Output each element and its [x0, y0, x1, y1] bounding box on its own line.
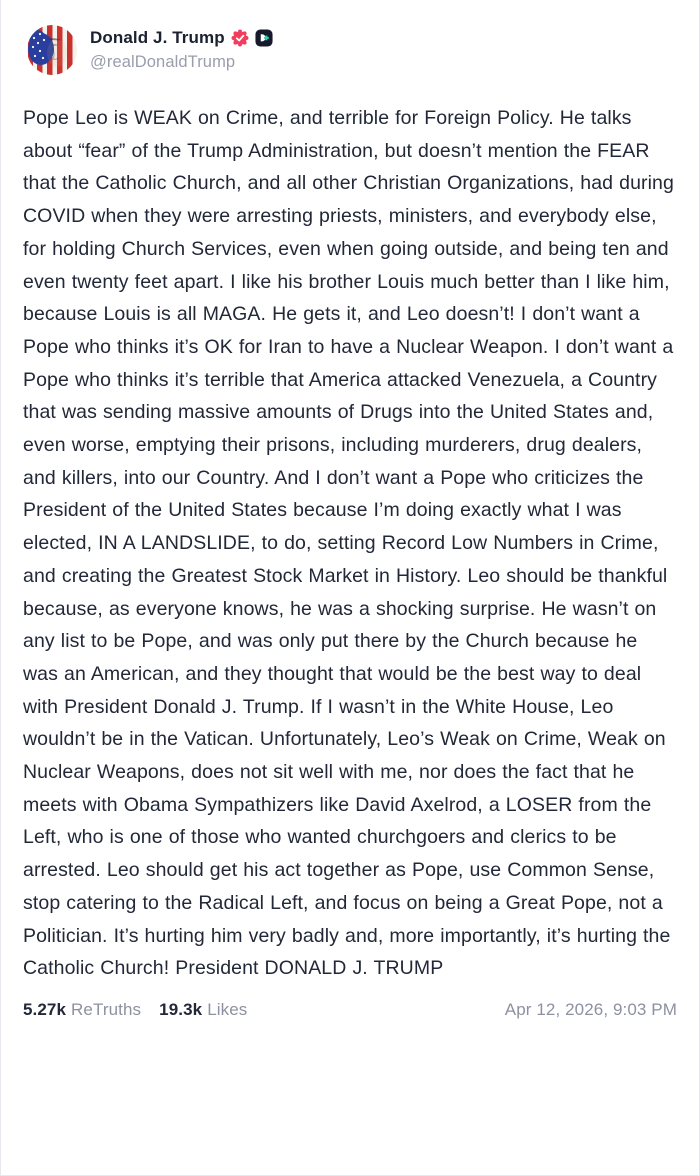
- retruths-stat[interactable]: [23, 1000, 141, 1020]
- retruths-label: ReTruths: [71, 999, 142, 1019]
- likes-count: 19.3k: [159, 999, 203, 1019]
- post-body-text: Pope Leo is WEAK on Crime, and terrible for Foreign Policy. He talks about “fear” of the Trump Administration, but doesn’t mention the FEAR that the Catholic Church, and all other Christian Organizations, had during COVID when they were arresting priests, ministers, and everybody else, for holding Church Services, even when going outside, and being ten and even twenty feet apart. I like his brother Louis much better than I like him, because Louis is all MAGA. He gets it, and Leo doesn’t! I don’t want a Pope who thinks it’s OK for Iran to have a Nuclear Weapon. I don’t want a Pope who thinks it’s terrible that America attacked Venezuela, a Country that was sending massive amounts of Drugs into the United States and, even worse, emptying their prisons, including murderers, drug dealers, and killers, into our Country. And I don’t want a Pope who criticizes the President of the United States because I’m doing exactly what I was elected, IN A LANDSLIDE, to do, setting Record Low Numbers in Crime, and creating the Greatest Stock Market in History. Leo should be thankful because, as everyone knows, he was a shocking surprise. He wasn’t on any list to be Pope, and was only put there by the Church because he was an American, and they thought that would be the best way to deal with President Donald J. Trump. If I wasn’t in the White House, Leo wouldn’t be in the Vatican. Unfortunately, Leo’s Weak on Crime, Weak on Nuclear Weapons, does not sit well with me, nor does the fact that he meets with Obama Sympathizers like David Axelrod, a LOSER from the Left, who is one of those who wanted churchgoers and clerics to be arrested. Leo should get his act together as Pope, use Common Sense, stop catering to the Radical Left, and focus on being a Great Pope, not a Politician. It’s hurting him very badly and, more importantly, it’s hurting the Catholic Church! President DONALD J. TRUMP: [23, 107, 674, 980]
- post-timestamp: Apr 12, 2026, 9:03 PM: [504, 999, 677, 1019]
- verified-check-icon: [231, 29, 249, 47]
- avatar[interactable]: [27, 25, 77, 75]
- author-handle: @realDonaldTrump: [90, 53, 236, 71]
- display-name[interactable]: Donald J. Trump: [90, 28, 225, 47]
- truth-plus-icon: [255, 29, 273, 47]
- post-footer: [1, 1000, 699, 1020]
- name-row: [90, 28, 273, 48]
- author-block: [90, 28, 273, 72]
- likes-stat[interactable]: [159, 1000, 247, 1020]
- retruths-count: 5.27k: [23, 999, 67, 1019]
- likes-label: Likes: [207, 999, 248, 1019]
- post-header: [1, 0, 699, 75]
- flag-face-avatar-icon: [27, 25, 77, 75]
